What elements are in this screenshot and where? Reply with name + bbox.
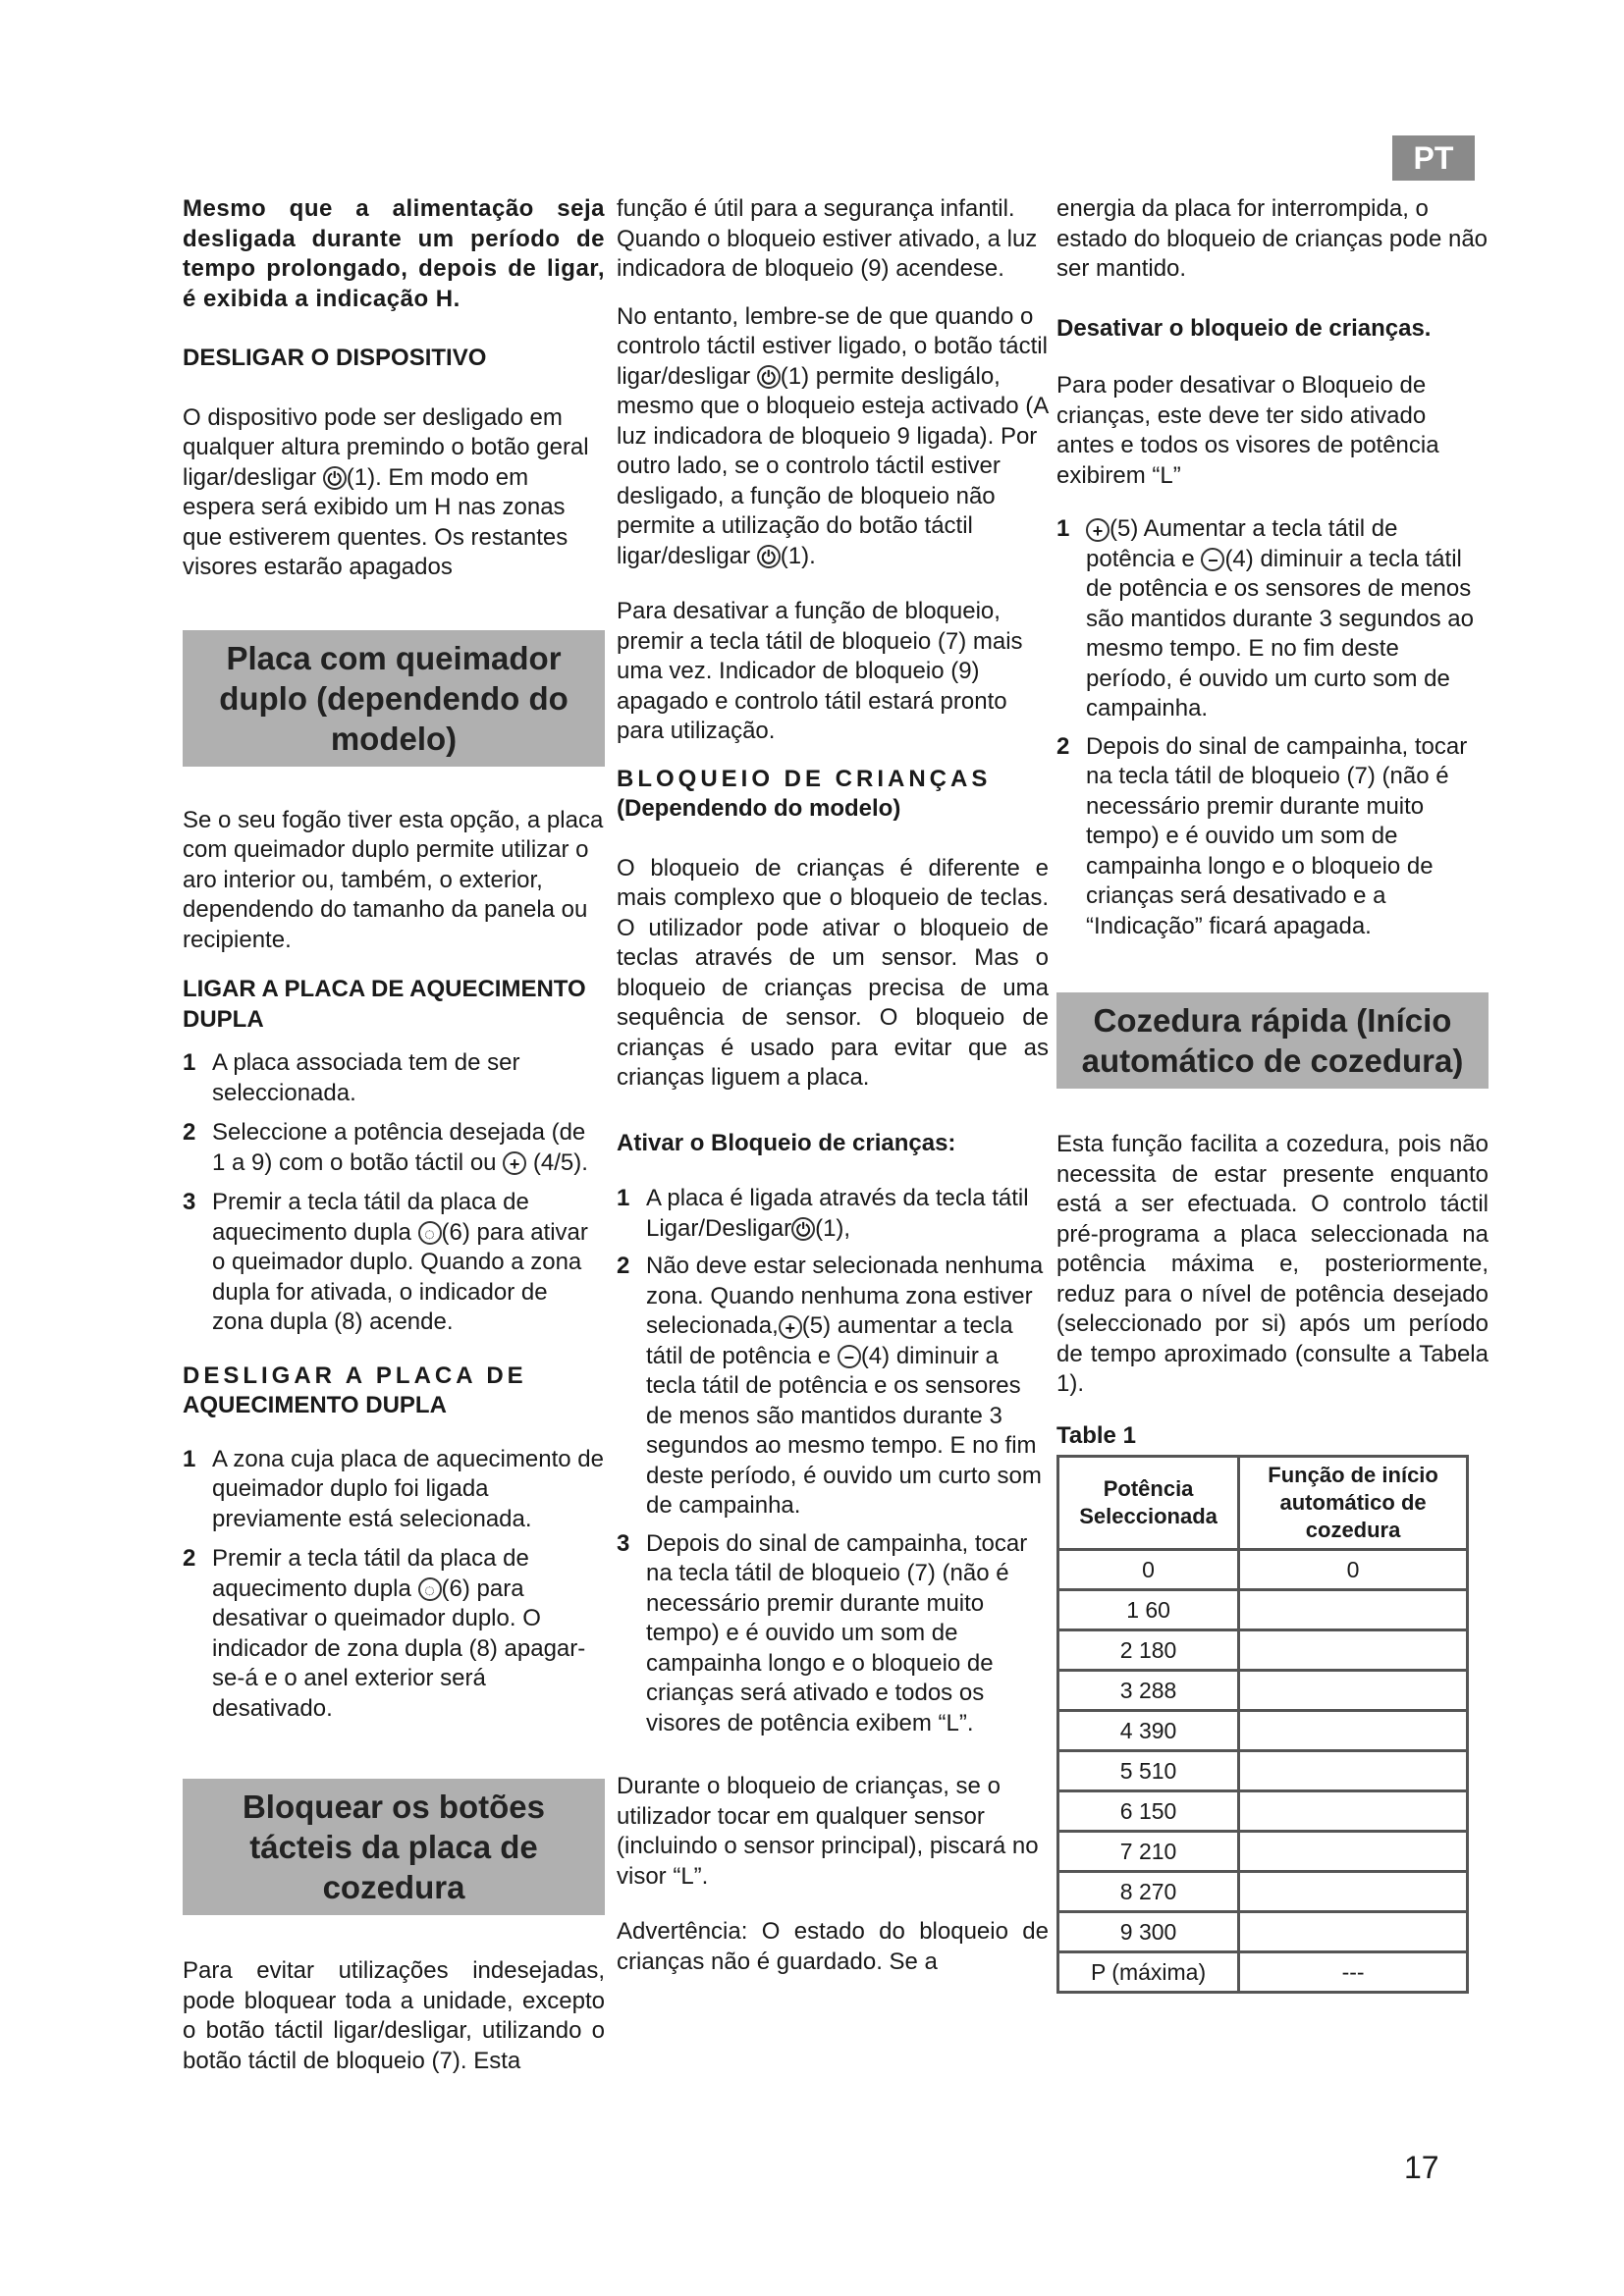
table-cell: P (máxima) [1058, 1952, 1239, 1993]
plus-icon: + [503, 1151, 526, 1175]
table-row [1058, 1952, 1468, 1993]
child-lock-intro: O bloqueio de crianças é diferente e mais complexo que o bloqueio de teclas. O utilizador pode ativar o bloqueio de teclas através de um sensor. Mas o bloqueio de crianças precisa de uma sequência de sensor. O bloqueio de crianças é usado para evitar que as crianças liguem a placa. [617, 854, 1049, 1091]
table-cell: 8 270 [1058, 1872, 1239, 1912]
list-item: 1 A placa associada tem de ser seleccionada. [183, 1049, 520, 1106]
table-cell [1239, 1711, 1468, 1751]
power-icon: ⏻ [323, 466, 347, 490]
deactivate-intro: Para poder desativar o Bloqueio de crianças, este deve ter sido ativado antes e todos os visores de potência exibirem “L” [1056, 372, 1439, 489]
table-cell [1239, 1751, 1468, 1791]
list-activate [617, 1184, 1049, 1738]
double-burner-intro: Se o seu fogão tiver esta opção, a placa com queimador duplo permite utilizar o aro interior ou, também, o exterior, dependendo do tamanho da panela ou recipiente. [183, 806, 604, 953]
table-cell: 2 180 [1058, 1630, 1239, 1671]
lock-text-2: No entanto, lembre-se de que quando o controlo táctil estiver ligado, o botão táctil ligar/desligar ⏻ (1) permite desligálo, mesmo que o bloqueio esteja activado (A luz indicadora de bloqueio 9 ligada). Por outro lado, se o controlo táctil estiver desligado, a função de bloqueio não permite a utilização do botão táctil ligar/desligar ⏻ (1). [617, 302, 1048, 569]
lock-text-1: função é útil para a segurança infantil. Quando o bloqueio estiver ativado, a luz indicadora de bloqueio (9) acendese. [617, 195, 1038, 282]
table-cell [1239, 1590, 1468, 1630]
power-table [1056, 1455, 1469, 1994]
page-number: 17 [1404, 2150, 1439, 2185]
table-row [1058, 1550, 1468, 1590]
double-zone-icon: ◌ [418, 1221, 442, 1245]
table-cell: --- [1239, 1952, 1468, 1993]
table-cell: 1 60 [1058, 1590, 1239, 1630]
table-header-row [1058, 1457, 1468, 1550]
table-row [1058, 1832, 1468, 1872]
table-title: Table 1 [1056, 1421, 1136, 1449]
list-item: 3 Premir a tecla tátil da placa de aquecimento dupla ◌ (6) para ativar o queimador duplo. Quando a zona dupla for ativada, o indicador de zona dupla (8) acende. [183, 1189, 588, 1335]
double-zone-icon: ◌ [418, 1577, 442, 1601]
table-cell [1239, 1791, 1468, 1832]
list-item: 2 Não deve estar selecionada nenhuma zona. Quando nenhuma zona estiver selecionada, + (5) aumentar a tecla tátil de potência e − (4) diminuir a tecla tátil de potência e os sensores de menos são mantidos durante 3 segundos ao mesmo tempo. E no fim deste período, é ouvido um curto som de campainha. [617, 1253, 1044, 1519]
table-cell: 3 288 [1058, 1671, 1239, 1711]
section-box-double-burner: Placa com queimador duplo (dependendo do modelo) [183, 630, 605, 767]
table-row [1058, 1872, 1468, 1912]
table-cell: 6 150 [1058, 1791, 1239, 1832]
power-icon: ⏻ [791, 1217, 815, 1241]
table-cell [1239, 1872, 1468, 1912]
heading-child-lock-sub: (Dependendo do modelo) [617, 795, 901, 822]
child-lock-text-cont: energia da placa for interrompida, o estado do bloqueio de crianças pode não ser mantido. [1056, 195, 1489, 282]
section-box-lock-buttons: Bloquear os botões tácteis da placa de cozedura [183, 1779, 605, 1915]
table-cell [1239, 1671, 1468, 1711]
table-row [1058, 1630, 1468, 1671]
section-box-quick-cooking: Cozedura rápida (Início automático de cozedura) [1056, 992, 1489, 1089]
list-item: 1 + (5) Aumentar a tecla tátil de potência e − (4) diminuir a tecla tátil de potência e os sensores de menos são mantidos durante 3 segundos ao mesmo tempo. E no fim deste período, é ouvido um curto som de campainha. [1056, 515, 1474, 721]
lock-text-3: Para desativar a função de bloqueio, premir a tecla tátil de bloqueio (7) mais uma vez. Indicador de bloqueio (9) apagado e controlo tátil estará pronto para utilização. [617, 598, 1023, 744]
column-2 [617, 194, 1049, 1977]
list-item: 2 Premir a tecla tátil da placa de aquecimento dupla ◌ (6) para desativar o queimador duplo. O indicador de zona dupla (8) apagar-se-á e o anel exterior será desativado. [183, 1545, 586, 1722]
table-row [1058, 1912, 1468, 1952]
heading-double-on: LIGAR A PLACA DE AQUECIMENTO DUPLA [183, 976, 586, 1033]
table-cell: 0 [1239, 1550, 1468, 1590]
power-icon: ⏻ [757, 545, 781, 568]
table-row [1058, 1711, 1468, 1751]
heading-double-off-2: AQUECIMENTO DUPLA [183, 1392, 447, 1418]
table-row [1058, 1671, 1468, 1711]
heading-activate-child-lock: Ativar o Bloqueio de crianças: [617, 1129, 956, 1156]
plus-icon: + [1086, 518, 1110, 542]
lock-intro: Para evitar utilizações indesejadas, pode bloquear toda a unidade, excepto o botão táctil ligar/desligar, utilizando o botão táctil de bloqueio (7). Esta [183, 1957, 605, 2074]
list-item: 2 Seleccione a potência desejada (de 1 a 9) com o botão táctil ou + (4/5). [183, 1119, 588, 1176]
table-cell: 5 510 [1058, 1751, 1239, 1791]
table-cell [1239, 1832, 1468, 1872]
list-double-off [183, 1445, 605, 1725]
heading-deactivate-child-lock: Desativar o bloqueio de crianças. [1056, 314, 1432, 342]
child-lock-note: Durante o bloqueio de crianças, se o utilizador tocar em qualquer sensor (incluindo o sensor principal), piscará no visor “L”. [617, 1773, 1039, 1890]
heading-child-lock: BLOQUEIO DE CRIANÇAS [617, 765, 992, 792]
language-badge: PT [1392, 135, 1475, 181]
table-cell [1239, 1630, 1468, 1671]
list-deactivate [1056, 514, 1489, 941]
list-item: 3 Depois do sinal de campainha, tocar na tecla tátil de bloqueio (7) (não é necessário premir durante muito tempo) e é ouvido um som de campainha longo e o bloqueio de crianças será ativado e todos os visores de potência exibem “L”. [617, 1529, 1028, 1736]
list-item: 1 A zona cuja placa de aquecimento de queimador duplo foi ligada previamente está selecionada. [183, 1445, 604, 1532]
list-item: 2 Depois do sinal de campainha, tocar na tecla tátil de bloqueio (7) (não é necessário premir durante muito tempo) e é ouvido um som de campainha longo e o bloqueio de crianças será desativado e a “Indicação” ficará apagada. [1056, 732, 1468, 939]
table-cell [1239, 1912, 1468, 1952]
minus-icon: − [838, 1345, 861, 1368]
table-cell: 7 210 [1058, 1832, 1239, 1872]
warning-text: Advertência: O estado do bloqueio de crianças não é guardado. Se a [617, 1918, 1049, 1975]
table-row [1058, 1751, 1468, 1791]
list-item: 1 A placa é ligada através da tecla tátil Ligar/Desligar ⏻ (1), [617, 1185, 1029, 1242]
table-cell: 9 300 [1058, 1912, 1239, 1952]
table-row [1058, 1791, 1468, 1832]
heading-double-off: DESLIGAR A PLACA DE [183, 1362, 527, 1389]
table-header: Potência Seleccionada [1058, 1457, 1239, 1550]
power-note: Mesmo que a alimentação seja desligada durante um período de tempo prolongado, depois de ligar, é exibida a indicação H. [183, 195, 605, 312]
table-row [1058, 1590, 1468, 1630]
table-cell: 0 [1058, 1550, 1239, 1590]
table-header: Função de início automático de cozedura [1239, 1457, 1468, 1550]
list-double-on [183, 1048, 605, 1338]
heading-switch-off: DESLIGAR O DISPOSITIVO [183, 345, 487, 371]
table-cell: 4 390 [1058, 1711, 1239, 1751]
plus-icon: + [779, 1315, 802, 1339]
switch-off-text: O dispositivo pode ser desligado em qualquer altura premindo o botão geral ligar/desligar ⏻ (1). Em modo em espera será exibido um H nas zonas que estiverem quentes. Os restantes visores estarão apagados [183, 403, 589, 580]
column-1 [183, 194, 605, 2076]
quick-cooking-text: Esta função facilita a cozedura, pois não necessita de estar presente enquanto está a ser efectuada. O controlo táctil pré-programa a placa seleccionada na potência máxima e, posteriormente, reduz para o nível de potência desejado (seleccionado por si) após um período de tempo aproximado (consulte a Tabela 1). [1056, 1131, 1489, 1397]
power-icon: ⏻ [757, 365, 781, 389]
minus-icon: − [1201, 548, 1224, 571]
column-3 [1056, 194, 1489, 1994]
